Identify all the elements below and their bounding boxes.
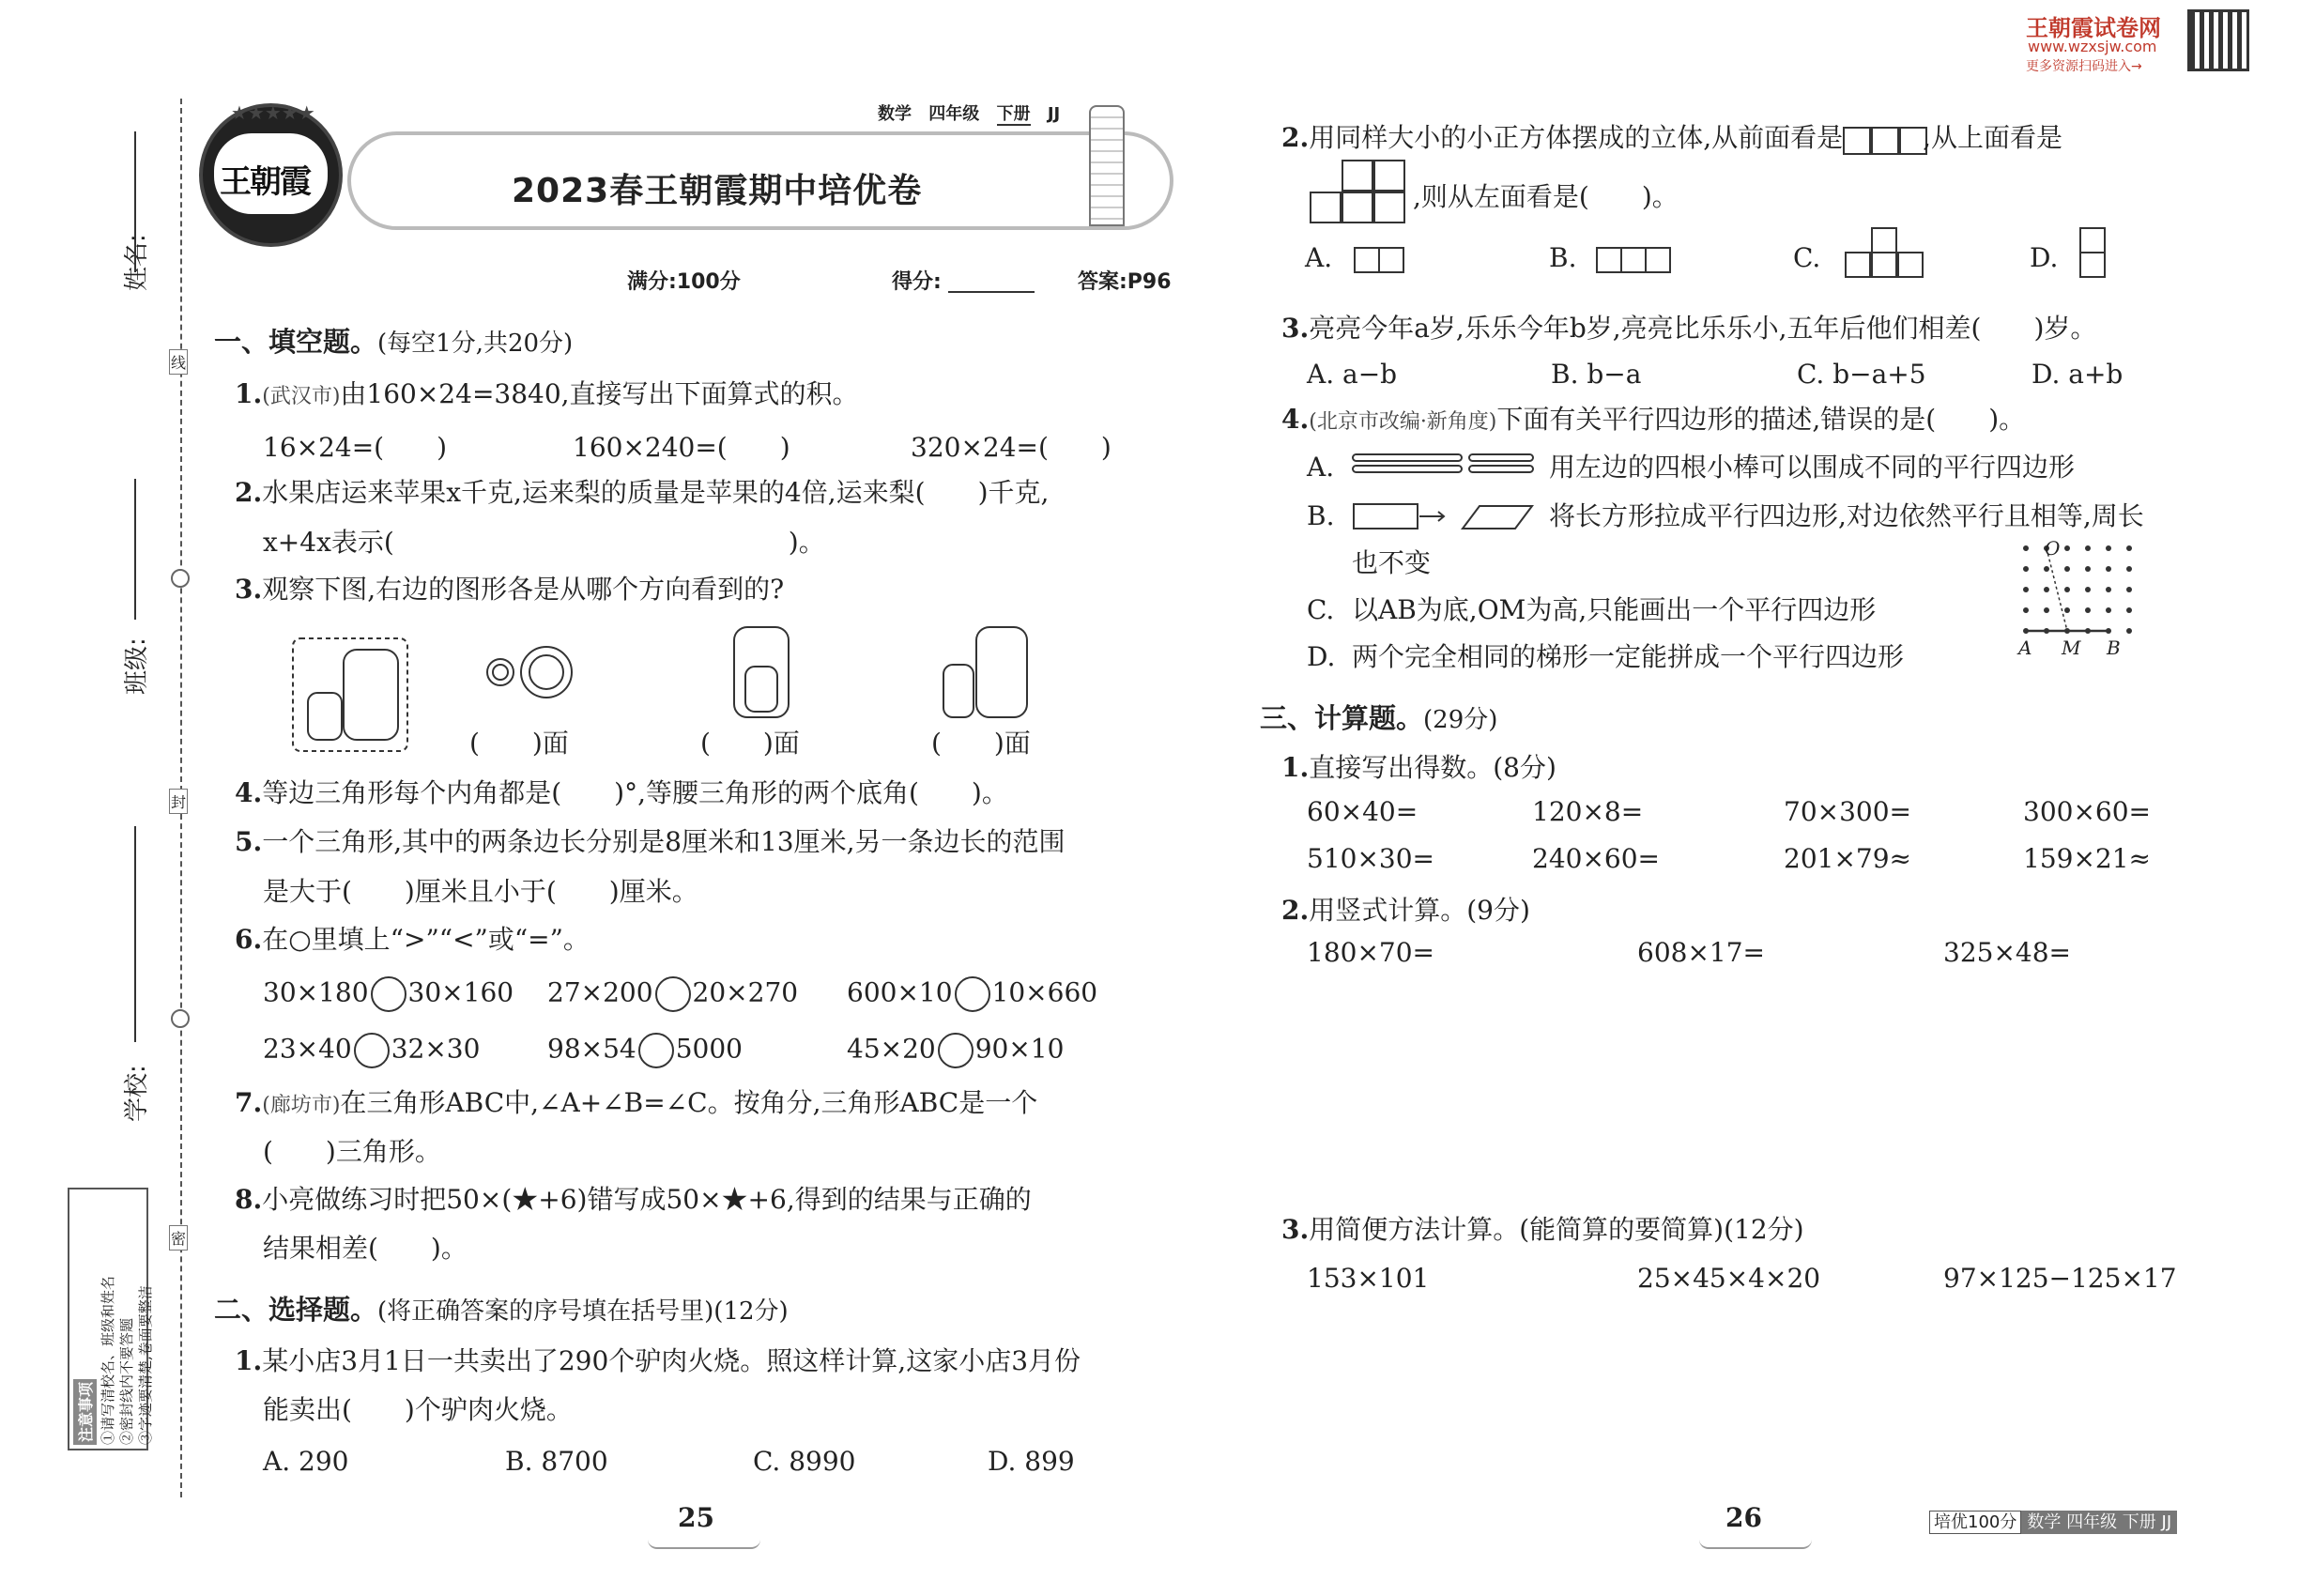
s2q2-line2: ,则从左面看是( )。 [1413,181,1679,212]
compare-circle[interactable] [655,976,691,1012]
s2q4-option-b-text-2: 也不变 [1352,547,1432,578]
q3-jar-large [344,650,398,740]
compare-circle[interactable] [354,1033,390,1068]
brand-url[interactable]: www.wzxsjw.com [2028,38,2157,55]
s2q4-option-d-text: 两个完全相同的梯形一定能拼成一个平行四边形 [1352,641,1905,672]
q2-line2: x+4x表示( )。 [263,527,825,558]
s2q4-text: 下面有关平行四边形的描述,错误的是( )。 [1496,404,2026,435]
q6-number: 6. [235,924,263,955]
q3-figure-frame [293,638,407,751]
q1-item-1: 16×24=( ) [263,432,448,463]
cut-circle-2 [171,1009,190,1028]
class-line [134,479,136,620]
lighthouse-icon [1089,105,1125,226]
q6-compare-1: 30×180 30×160 [263,976,514,1012]
s2q1-option-c[interactable]: C. 8990 [753,1446,856,1477]
calc3-item-2: 25×45×4×20 [1637,1263,1821,1294]
q1 [235,371,859,421]
q3-text: 观察下图,右边的图形各是从哪个方向看到的? [262,574,785,605]
s2q3-option-c[interactable]: C. b−a+5 [1797,359,1926,390]
s2q2-option-c[interactable]: C. [1793,242,1821,273]
page-number-right: 26 [1725,1502,1762,1533]
star-icon: ★★★★★ [231,101,315,124]
tag-edition: JJ [1047,104,1061,124]
calc3-item-1: 153×101 [1307,1263,1430,1294]
s2q1-line2: 能卖出( )个驴肉火烧。 [263,1394,573,1425]
q7-number: 7. [235,1087,263,1118]
brand-name[interactable]: 王朝霞试卷网 [2026,15,2161,41]
section2-title: 二、选择题。 [214,1294,378,1326]
compare-circle[interactable] [955,976,990,1012]
s2q3-option-b[interactable]: B. b−a [1551,359,1642,390]
s2q4-number: 4. [1281,404,1310,435]
q5-line2: 是大于( )厘米且小于( )厘米。 [263,876,698,907]
q3 [235,566,784,613]
s2q4-option-a-text: 用左边的四根小棒可以围成不同的平行四边形 [1549,452,2076,483]
q2-line1 [235,469,1049,516]
front-view-figure [1843,116,1923,163]
calc1-item-2: 120×8= [1532,796,1644,827]
footer-meta: 数学 四年级 下册 JJ [2021,1511,2177,1534]
q1-item-2: 160×240=( ) [573,432,790,463]
compare-circle[interactable] [938,1033,974,1068]
s2q4-label-b[interactable]: B. [1307,500,1335,531]
q8-line2: 结果相差( )。 [263,1233,468,1264]
brand-tip: 更多资源扫码进入→ [2026,59,2142,74]
s2q2-line1 [1281,115,2062,163]
section3-heading [1260,698,1497,736]
page-swash-right [1699,1540,1812,1549]
s2q4-source: (北京市改编·新角度) [1309,410,1497,434]
calc1-item-3: 70×300= [1784,796,1911,827]
q1-item-3: 320×24=( ) [911,432,1112,463]
q6-text: 在○里填上“>”“<”或“=”。 [262,924,590,955]
s2q1-option-b[interactable]: B. 8700 [505,1446,608,1477]
calc3-number: 3. [1281,1214,1310,1245]
s2q4-option-c-text: 以AB为底,OM为高,只能画出一个平行四边形 [1352,594,1877,625]
notice-item-3: ③字迹要清楚,卷面要整洁 [137,1285,154,1445]
calc1-item-7: 201×79≈ [1784,843,1911,874]
calc1-text: 直接写出得数。(8分) [1309,752,1556,783]
q1-number: 1. [235,378,263,409]
q3-side-view-small [943,665,974,717]
q6-compare-5: 98×54 5000 [547,1033,743,1068]
q6-compare-4: 23×40 32×30 [263,1033,480,1068]
section2-note: (将正确答案的序号填在括号里)(12分) [377,1297,789,1326]
s2q2-text-1a: 用同样大小的小正方体摆成的立体,从前面看是 [1309,122,1844,153]
tag-subject: 数学 [878,104,912,124]
calc2-number: 2. [1281,895,1310,926]
grid-label-m: M [2062,637,2081,659]
s2q1-option-a[interactable]: A. 290 [263,1446,349,1477]
s2q2-option-d[interactable]: D. [2030,242,2059,273]
s2q2-option-a[interactable]: A. [1305,242,1333,273]
compare-circle[interactable] [638,1033,674,1068]
footer-tag [1929,1509,2177,1533]
cut-circle-1 [171,569,190,588]
q8-number: 8. [235,1184,263,1215]
q3-blank-3[interactable]: ( )面 [931,728,1031,759]
s2q2-option-b[interactable]: B. [1549,242,1577,273]
cut-mark-3: 密 [169,1225,188,1251]
s2q3-option-a[interactable]: A. a−b [1307,359,1398,390]
q2-number: 2. [235,477,263,508]
notice-box [68,1188,154,1450]
sticks-figure [1352,451,1535,488]
q7-line2: ( )三角形。 [263,1136,441,1167]
s2q2-text-1b: ,从上面看是 [1923,122,2063,153]
grid-label-o: O [2045,537,2061,560]
s2q3-option-d[interactable]: D. a+b [2032,359,2124,390]
q3-jar-small [308,693,342,740]
logo-text: 王朝霞 [220,163,310,201]
calc1-number: 1. [1281,752,1310,783]
s2q4-label-d[interactable]: D. [1307,641,1336,672]
calc2-text: 用竖式计算。(9分) [1309,895,1530,926]
section1-note: (每空1分,共20分) [377,330,574,358]
notice-title: 注意事项 [73,1379,97,1445]
s2q3-text: 亮亮今年a岁,乐乐今年b岁,亮亮比乐乐小,五年后他们相差( )岁。 [1309,313,2097,344]
s2q2-number: 2. [1281,122,1310,153]
section2-heading [214,1289,789,1327]
q7-text-1: 在三角形ABC中,∠A+∠B=∠C。按角分,三角形ABC是一个 [340,1087,1038,1118]
q4-text: 等边三角形每个内角都是( )°,等腰三角形的两个底角( )。 [262,777,1008,808]
school-line [134,826,136,1042]
q3-side-view-large [976,627,1027,717]
s2q1-option-d[interactable]: D. 899 [988,1446,1075,1477]
cut-mark-2: 封 [169,789,188,814]
s2q2-options [1305,235,2150,300]
logo-badge [199,103,343,247]
q7-source: (廊坊市) [262,1094,341,1117]
q4 [235,770,1008,817]
cut-mark-1: 线 [169,349,188,375]
name-line [134,131,136,272]
s2q1-text-1: 某小店3月1日一共卖出了290个驴肉火烧。照这样计算,这家小店3月份 [262,1345,1081,1376]
calc1-item-4: 300×60= [2023,796,2151,827]
q6-compare-2: 27×200 20×270 [547,976,798,1012]
s2q4-option-b-text-1: 将长方形拉成平行四边形,对边依然平行且相等,周长 [1549,500,2144,531]
compare-circle[interactable] [371,976,406,1012]
s2q1-line1 [235,1338,1081,1385]
grid-label-a: A [2018,637,2032,659]
footer-tag-label: 培优100分 [1929,1511,2021,1534]
section3-title: 三、计算题。 [1260,702,1424,734]
s2q4 [1281,396,2025,446]
calc3-text: 用简便方法计算。(能简算的要简算)(12分) [1309,1214,1804,1245]
calc2-item-1: 180×70= [1307,937,1434,968]
calc1-item-5: 510×30= [1307,843,1434,874]
q3-blank-2[interactable]: ( )面 [700,728,800,759]
binding-name-label: 姓名: [123,234,151,291]
q3-front-view [734,627,789,717]
binding-school-label: 学校: [123,1065,151,1122]
rect-to-parallelogram-figure [1352,500,1540,534]
q5-text-1: 一个三角形,其中的两条边长分别是8厘米和13厘米,另一条边长的范围 [262,826,1066,857]
calc2-item-2: 608×17= [1637,937,1765,968]
q3-blank-1[interactable]: ( )面 [469,728,569,759]
subject-tags [878,100,1060,125]
dot-grid-figure [2016,537,2148,659]
page-swash-left [648,1540,760,1549]
score-label: 得分: [892,270,942,294]
notice-item-2: ②密封线内不要答题 [118,1317,135,1445]
q3-top-view-small [487,659,514,685]
q6 [235,916,590,963]
q3-number: 3. [235,574,263,605]
calc1-item-1: 60×40= [1307,796,1418,827]
q6-compare-3: 600×10 10×660 [847,976,1097,1012]
section1-heading [214,321,573,360]
calc3 [1281,1206,1804,1253]
calc1-item-6: 240×60= [1532,843,1660,874]
section3-note: (29分) [1423,706,1498,734]
q5-line1 [235,819,1065,866]
q8-line1 [235,1176,1032,1223]
full-score: 满分:100分 [627,270,741,294]
section1-title: 一、填空题。 [214,326,378,358]
calc1-item-8: 159×21≈ [2023,843,2151,874]
calc1 [1281,744,1556,791]
exam-title: 2023春王朝霞期中培优卷 [512,172,923,210]
s2q4-label-a[interactable]: A. [1307,452,1335,483]
q2-text-1: 水果店运来苹果x千克,运来梨的质量是苹果的4倍,运来梨( )千克, [262,477,1050,508]
q5-number: 5. [235,826,263,857]
tag-grade: 四年级 [928,104,980,124]
notice-item-1: ①请写清校名、班级和姓名 [100,1275,116,1445]
q1-source: (武汉市) [262,385,341,408]
s2q3 [1281,305,2096,352]
top-view-figure [1310,160,1413,225]
q6-compare-6: 45×20 90×10 [847,1033,1064,1068]
calc2-item-3: 325×48= [1943,937,2071,968]
binding-class-label: 班级: [123,637,151,695]
calc2 [1281,887,1530,934]
q1-text: 由160×24=3840,直接写出下面算式的积。 [340,378,859,409]
s2q4-label-c[interactable]: C. [1307,594,1335,625]
grid-label-b: B [2107,637,2121,659]
page-number-left: 25 [678,1502,714,1533]
s2q1-number: 1. [235,1345,263,1376]
s2q3-number: 3. [1281,313,1310,344]
answer-ref: 答案:P96 [1078,270,1172,294]
score-field[interactable] [948,291,1035,293]
q7-line1 [235,1080,1037,1129]
tag-volume: 下册 [996,104,1031,124]
q8-text-1: 小亮做练习时把50×(★+6)错写成50×★+6,得到的结果与正确的 [262,1184,1032,1215]
calc3-item-3: 97×125−125×17 [1943,1263,2177,1294]
q4-number: 4. [235,777,263,808]
qr-code-icon[interactable] [2187,9,2249,71]
